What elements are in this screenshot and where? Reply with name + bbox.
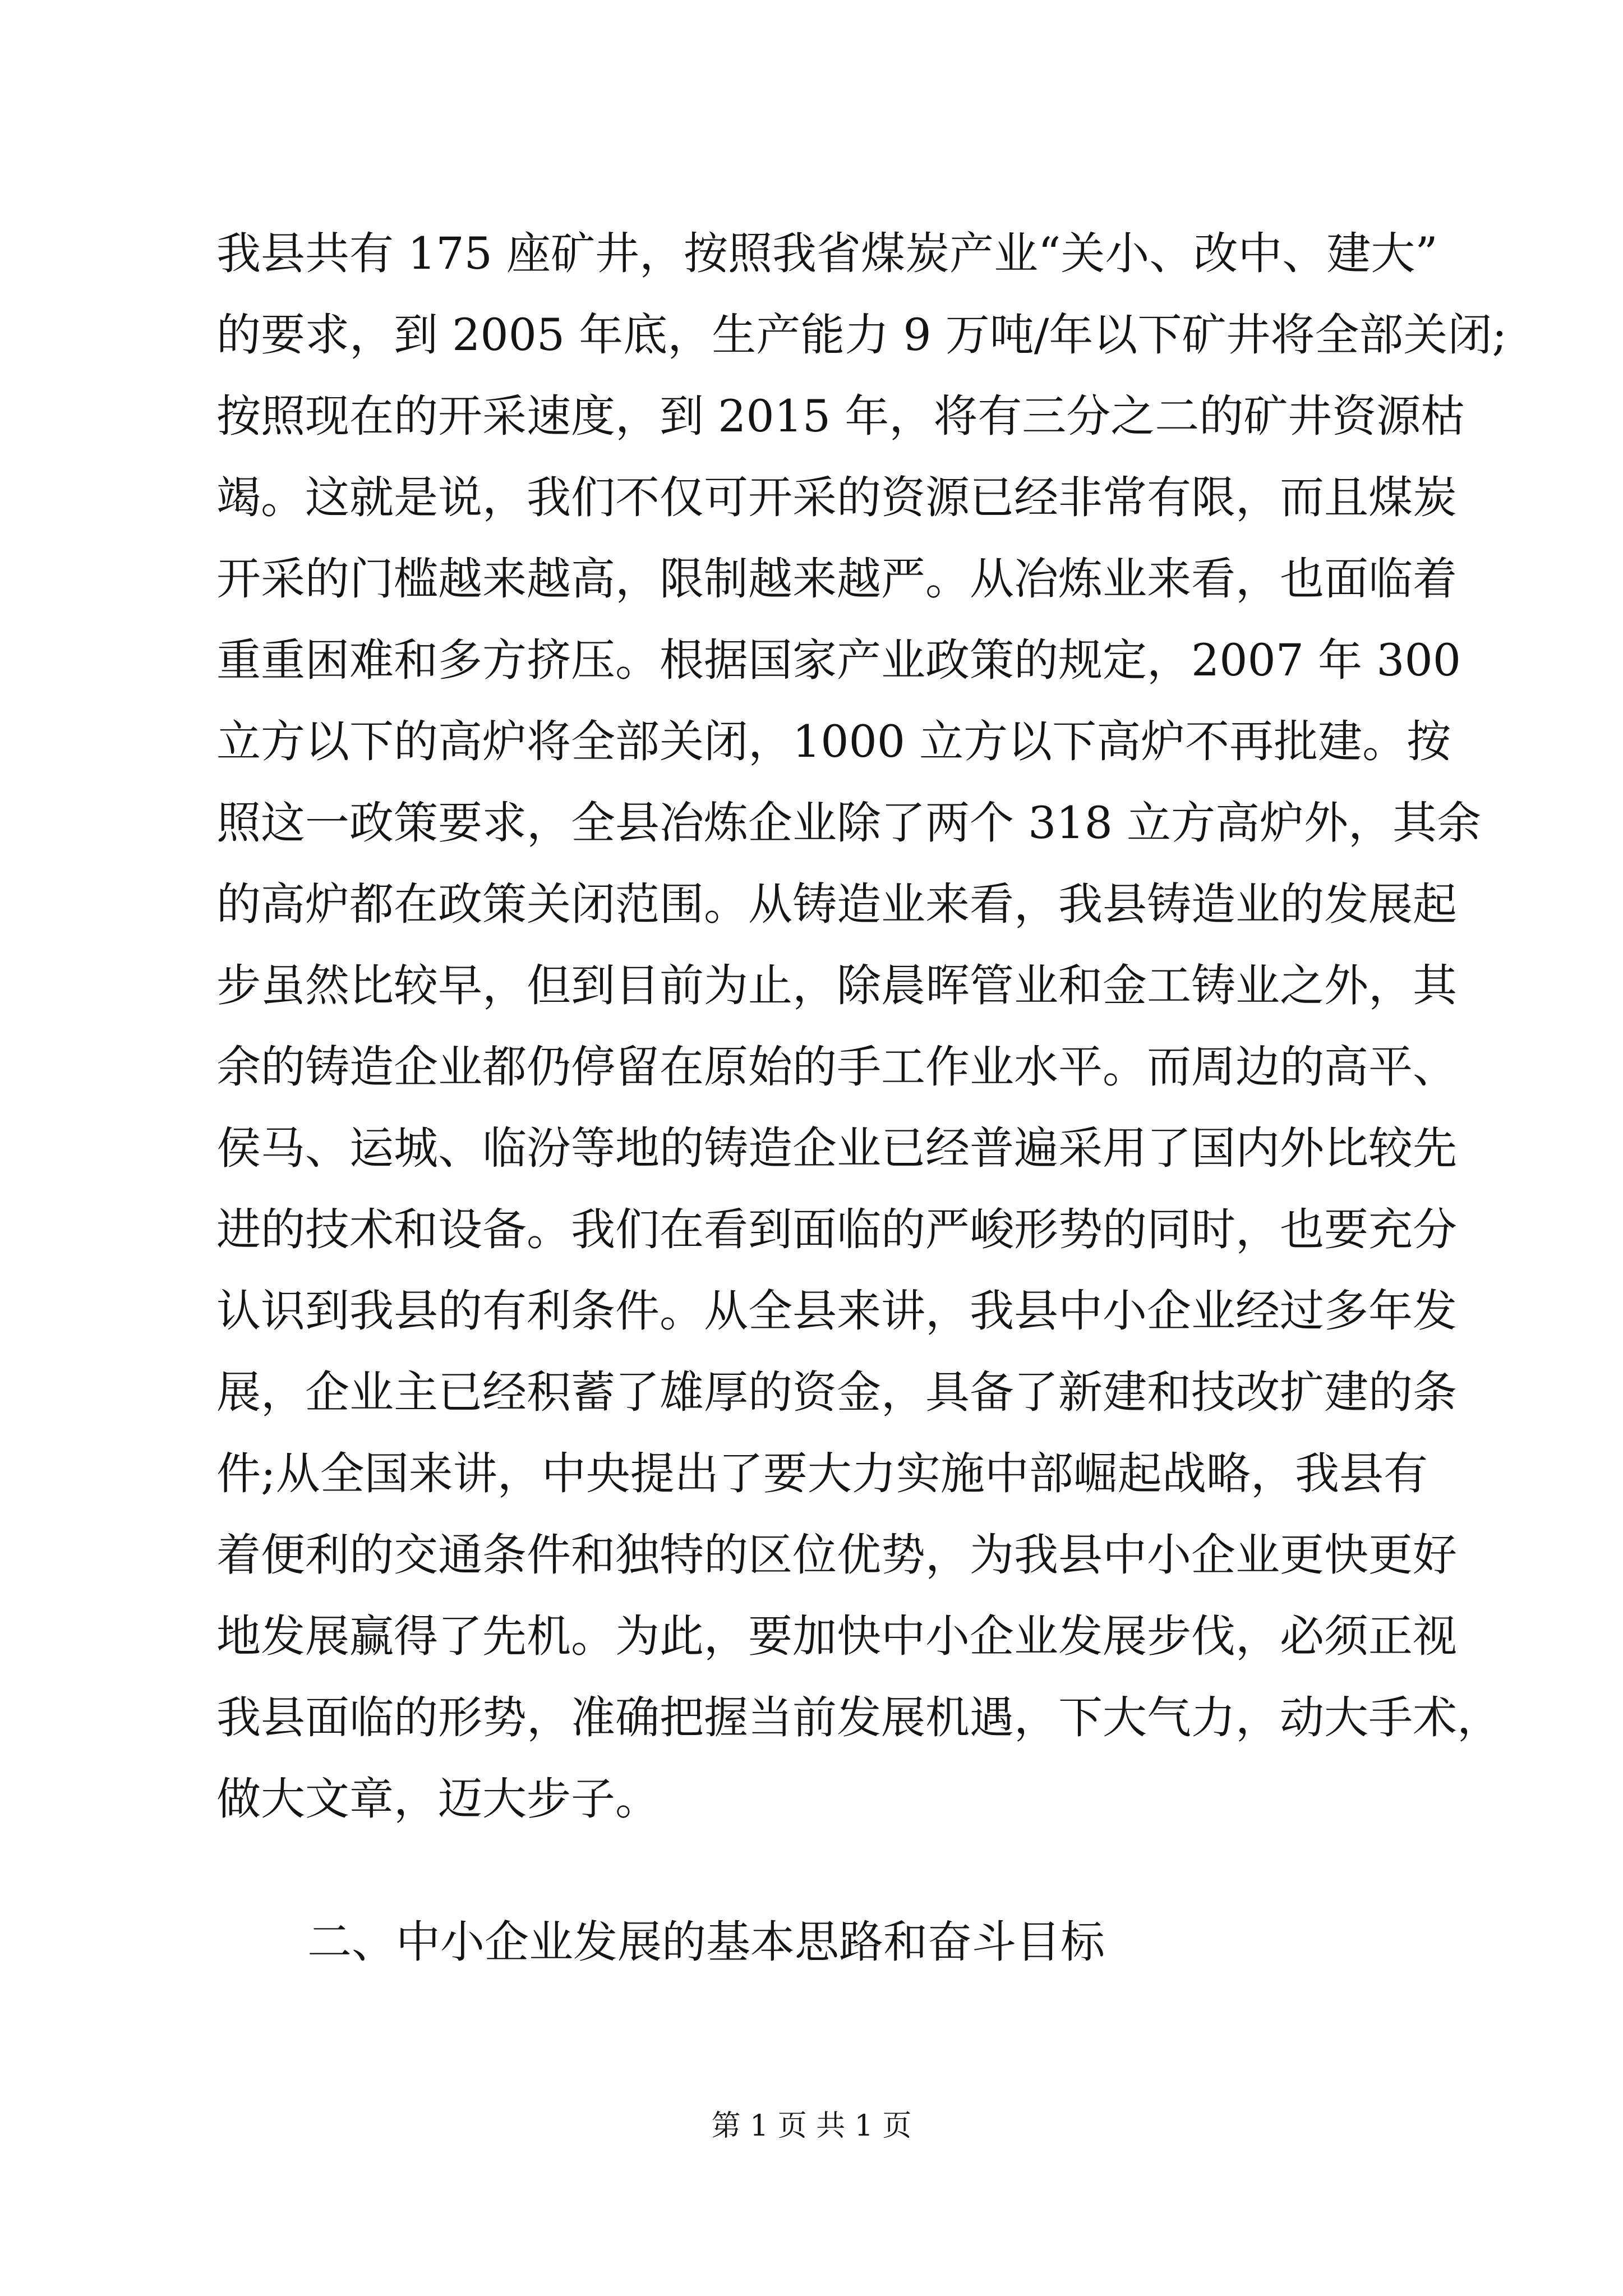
body-line: 认识到我县的有利条件。从全县来讲，我县中小企业经过多年发: [216, 1285, 1457, 1337]
body-line: 立方以下的高炉将全部关闭，1000 立方以下高炉不再批建。按: [216, 716, 1451, 767]
body-line: 我县面临的形势，准确把握当前发展机遇，下大气力，动大手术，: [216, 1692, 1501, 1743]
body-line: 进的技术和设备。我们在看到面临的严峻形势的同时，也要充分: [216, 1204, 1457, 1255]
body-line: 开采的门槛越来越高，限制越来越严。从冶炼业来看，也面临着: [216, 553, 1457, 605]
body-line: 照这一政策要求，全县冶炼企业除了两个 318 立方高炉外，其余: [216, 797, 1482, 849]
body-line: 竭。这就是说，我们不仅可开采的资源已经非常有限，而且煤炭: [216, 472, 1457, 523]
body-line: 展，企业主已经积蓄了雄厚的资金，具备了新建和技改扩建的条: [216, 1366, 1457, 1418]
body-paragraph: [216, 213, 1507, 1840]
body-line: 按照现在的开采速度，到 2015 年，将有三分之二的矿井资源枯: [216, 390, 1465, 442]
page-footer: 第 1 页 共 1 页: [711, 2109, 912, 2143]
section-heading: 二、中小企业发展的基本思路和奋斗目标: [307, 1916, 1105, 1968]
body-line: 件;从全国来讲，中央提出了要大力实施中部崛起战略，我县有: [216, 1448, 1428, 1499]
body-line: 重重困难和多方挤压。根据国家产业政策的规定，2007 年 300: [216, 634, 1461, 686]
body-line: 的高炉都在政策关闭范围。从铸造业来看，我县铸造业的发展起: [216, 878, 1457, 930]
body-line: 着便利的交通条件和独特的区位优势，为我县中小企业更快更好: [216, 1529, 1457, 1581]
body-line: 侯马、运城、临汾等地的铸造企业已经普遍采用了国内外比较先: [216, 1122, 1457, 1174]
body-line: 余的铸造企业都仍停留在原始的手工作业水平。而周边的高平、: [216, 1041, 1457, 1093]
body-line: 的要求，到 2005 年底，生产能力 9 万吨/年以下矿井将全部关闭;: [216, 309, 1507, 361]
body-line: 地发展赢得了先机。为此，要加快中小企业发展步伐，必须正视: [216, 1611, 1457, 1662]
body-line: 步虽然比较早，但到目前为止，除晨晖管业和金工铸业之外，其: [216, 960, 1457, 1011]
body-line: 做大文章，迈大步子。: [216, 1773, 660, 1825]
body-line: 我县共有 175 座矿井，按照我省煤炭产业“关小、改中、建大”: [216, 228, 1438, 279]
